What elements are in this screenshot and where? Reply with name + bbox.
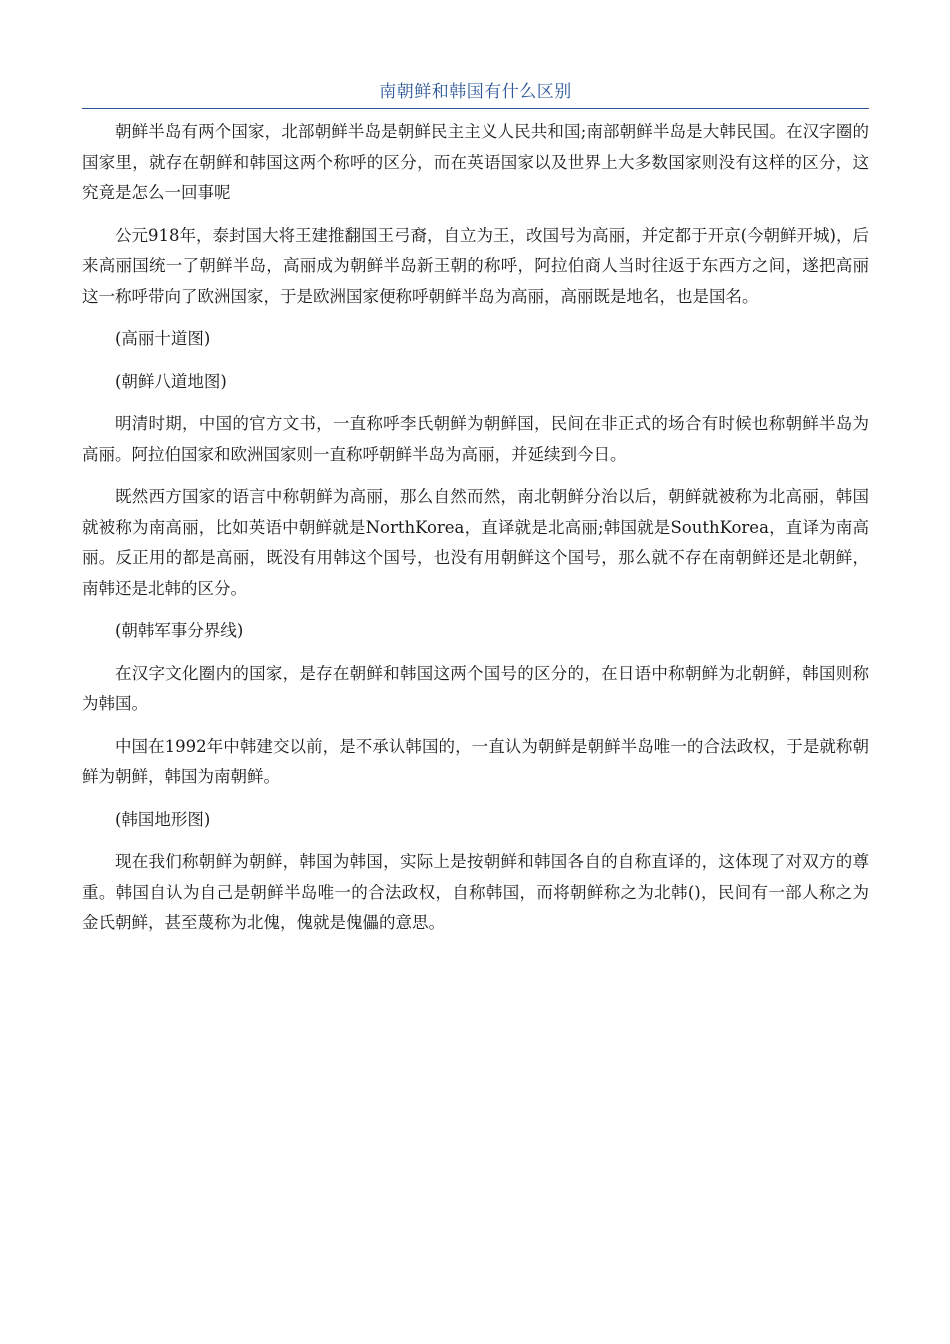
image-caption-dmz: (朝韩军事分界线): [115, 621, 244, 640]
page-header-title: 南朝鲜和韩国有什么区别: [379, 82, 572, 102]
header-divider: [82, 108, 869, 109]
image-caption-korea-terrain: (韩国地形图): [115, 809, 211, 829]
image-caption-joseon-map: (朝鲜八道地图): [115, 371, 227, 391]
image-caption-goryeo-map: (高丽十道图): [115, 329, 211, 348]
paragraph-western-names: 既然西方国家的语言中称朝鲜为高丽，那么自然而然，南北朝鲜分治以后，朝鲜就被称为北高丽，韩国就被称为南高丽，比如英语中朝鲜就是NorthKorea，直译就是北高丽;韩国就是SouthKorea，直译为南高丽。反正用的都是高丽，既没有用韩这个国号，也没有用朝鲜这个国号，那么就不存在南朝鲜还是北朝鲜，南韩还是北韩的区分。: [82, 487, 869, 598]
paragraph-intro: 朝鲜半岛有两个国家，北部朝鲜半岛是朝鲜民主主义人民共和国;南部朝鲜半岛是大韩民国。在汉字圈的国家里，就存在朝鲜和韩国这两个称呼的区分，而在英语国家以及世界上大多数国家则没有这样的区分，这究竟是怎么一回事呢: [82, 122, 869, 202]
article-body: [82, 117, 869, 939]
document-page: [82, 78, 869, 951]
paragraph-current-naming: 现在我们称朝鲜为朝鲜，韩国为韩国，实际上是按朝鲜和韩国各自的自称直译的，这体现了对双方的尊重。韩国自认为自己是朝鲜半岛唯一的合法政权，自称韩国，而将朝鲜称之为北韩()，民间有一部人称之为金氏朝鲜，甚至蔑称为北傀，傀就是傀儡的意思。: [82, 852, 869, 932]
paragraph-goryeo-history: 公元918年，泰封国大将王建推翻国王弓裔，自立为王，改国号为高丽，并定都于开京(今朝鲜开城)，后来高丽国统一了朝鲜半岛，高丽成为朝鲜半岛新王朝的称呼，阿拉伯商人当时往返于东西方之间，遂把高丽这一称呼带向了欧洲国家，于是欧洲国家便称呼朝鲜半岛为高丽，高丽既是地名，也是国名。: [82, 225, 869, 306]
paragraph-kanji-sphere: 在汉字文化圈内的国家，是存在朝鲜和韩国这两个国号的区分的，在日语中称朝鲜为北朝鲜，韩国则称为韩国。: [82, 663, 869, 713]
paragraph-ming-qing: 明清时期，中国的官方文书，一直称呼李氏朝鲜为朝鲜国，民间在非正式的场合有时候也称朝鲜半岛为高丽。阿拉伯国家和欧洲国家则一直称呼朝鲜半岛为高丽，并延续到今日。: [82, 414, 869, 464]
paragraph-china-1992: 中国在1992年中韩建交以前，是不承认韩国的，一直认为朝鲜是朝鲜半岛唯一的合法政权，于是就称朝鲜为朝鲜，韩国为南朝鲜。: [82, 736, 869, 786]
